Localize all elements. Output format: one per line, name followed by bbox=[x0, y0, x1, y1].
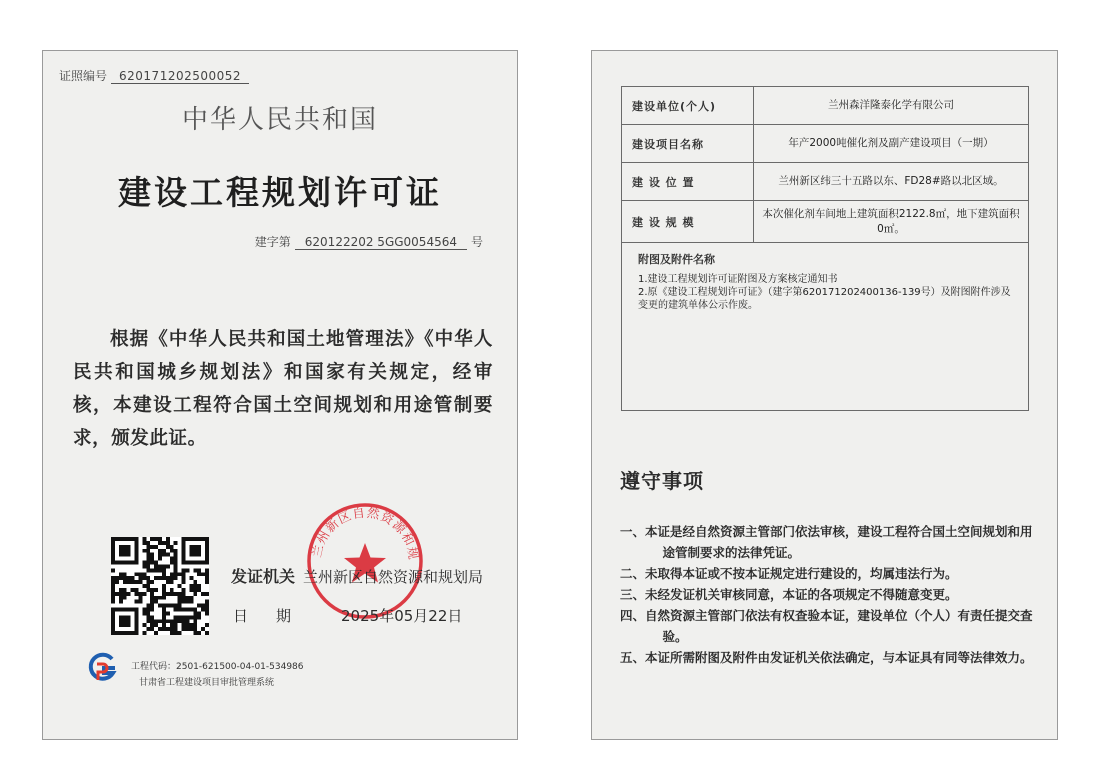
issuing-authority bbox=[231, 564, 483, 587]
permit-number bbox=[255, 233, 483, 250]
permit-number-value: 620122202 5GG0054564 bbox=[295, 235, 467, 250]
location-value: 兰州新区纬三十五路以东、FD28#路以北区域。 bbox=[754, 163, 1029, 201]
permit-number-suffix: 号 bbox=[470, 235, 483, 249]
certificate-number bbox=[59, 67, 249, 84]
country-name: 中华人民共和国 bbox=[181, 105, 378, 135]
certificate-body-text: 根据《中华人民共和国土地管理法》《中华人民共和国城乡规划法》和国家有关规定，经审核，本建设工程符合国土空间规划和用途管制要求，颁发此证。 bbox=[73, 329, 493, 449]
construction-unit-label: 建设单位(个人) bbox=[622, 87, 754, 125]
table-row bbox=[622, 125, 1029, 163]
certificate-number-label: 证照编号 bbox=[59, 69, 108, 83]
table-row bbox=[622, 201, 1029, 243]
project-code: 工程代码：2501-621500-04-01-534986 bbox=[131, 662, 304, 672]
permit-number-prefix: 建字第 bbox=[254, 235, 291, 249]
table-row bbox=[622, 243, 1029, 411]
location-label: 建 设 位 置 bbox=[622, 163, 754, 201]
issuing-authority-label: 发证机关 bbox=[231, 567, 296, 586]
issuing-authority-value: 兰州新区自然资源和规划局 bbox=[303, 568, 484, 586]
attachment-item: 2.原《建设工程规划许可证》（建字第620171202400136-139号）及附图附件涉及变更的建筑单体公示作废。 bbox=[638, 287, 1011, 311]
approval-system-name: 甘肃省工程建设项目审批管理系统 bbox=[139, 678, 275, 688]
list-item: 四、自然资源主管部门依法有权查验本证，建设单位（个人）有责任提交查验。 bbox=[620, 608, 1033, 644]
table-row bbox=[622, 87, 1029, 125]
table-row bbox=[622, 163, 1029, 201]
official-seal-icon bbox=[305, 501, 425, 621]
scale-label: 建 设 规 模 bbox=[622, 201, 754, 243]
list-item: 一、本证是经自然资源主管部门依法审核，建设工程符合国土空间规划和用途管制要求的法律凭证。 bbox=[620, 524, 1033, 560]
permit-front-page bbox=[42, 50, 518, 740]
list-item: 二、未取得本证或不按本证规定进行建设的，均属违法行为。 bbox=[620, 566, 958, 581]
notice-list bbox=[620, 521, 1040, 668]
qr-code-icon bbox=[111, 537, 209, 635]
seal-text: 兰州新区自然资源和规 bbox=[308, 504, 422, 562]
approval-system-logo-icon bbox=[85, 651, 119, 685]
attachments-cell bbox=[622, 243, 1029, 411]
project-info-table bbox=[621, 86, 1029, 411]
list-item: 三、未经发证机关审核同意，本证的各项规定不得随意变更。 bbox=[620, 587, 958, 602]
permit-back-page bbox=[591, 50, 1058, 740]
certificate-number-value: 620171202500052 bbox=[111, 69, 249, 84]
attachments-title: 附图及附件名称 bbox=[638, 253, 715, 266]
scale-value: 本次催化剂车间地上建筑面积2122.8㎡，地下建筑面积0㎡。 bbox=[754, 201, 1029, 243]
project-name-value: 年产2000吨催化剂及副产建设项目（一期） bbox=[754, 125, 1029, 163]
document-title: 建设工程规划许可证 bbox=[118, 173, 442, 212]
construction-unit-value: 兰州森洋隆泰化学有限公司 bbox=[754, 87, 1029, 125]
project-name-label: 建设项目名称 bbox=[622, 125, 754, 163]
notice-title: 遵守事项 bbox=[620, 469, 704, 493]
issue-date-label: 日期 bbox=[233, 607, 320, 625]
issue-date-value: 2025年05月22日 bbox=[341, 607, 463, 625]
list-item: 五、本证所需附图及附件由发证机关依法确定，与本证具有同等法律效力。 bbox=[620, 650, 1033, 665]
issue-date bbox=[233, 605, 462, 626]
attachment-item: 1.建设工程规划许可证附图及方案核定通知书 bbox=[638, 274, 838, 285]
